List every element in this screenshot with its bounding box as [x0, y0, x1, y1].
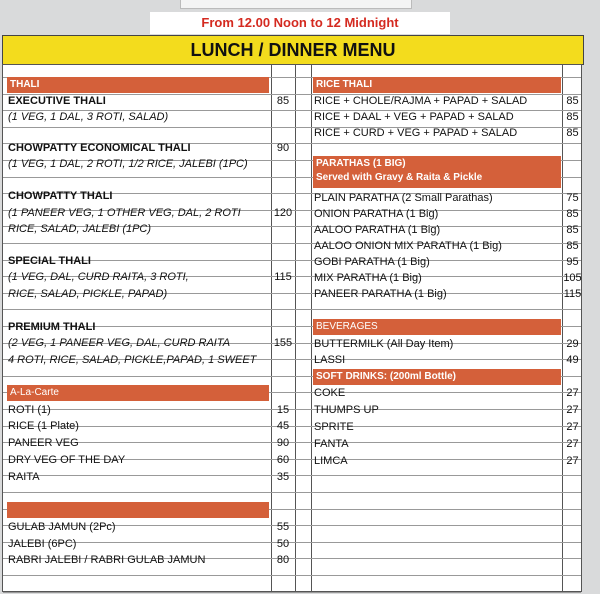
alacarte-price: 45 [276, 420, 290, 432]
paratha-price: 75 [566, 192, 579, 204]
paratha-item: AALOO PARATHA (1 Big) [314, 224, 441, 236]
sweet-item: JALEBI (6PC) [8, 538, 77, 550]
row-rule [3, 592, 581, 593]
beverage-item: LASSI [314, 354, 346, 366]
alacarte-item: DRY VEG OF THE DAY [8, 454, 126, 466]
special-thali-desc1: (1 VEG, DAL, CURD RAITA, 3 ROTI, [8, 271, 189, 283]
alacarte-price: 15 [276, 404, 290, 416]
sweet-price: 50 [276, 538, 290, 550]
soft-drink-price: 27 [566, 421, 579, 433]
beverage-item: BUTTERMILK (All Day Item) [314, 338, 454, 350]
rice-thali-header: RICE THALI [313, 77, 561, 93]
sweet-price: 80 [276, 554, 290, 566]
sweet-item: GULAB JAMUN (2Pc) [8, 521, 116, 533]
chowpatty-thali-desc2: RICE, SALAD, JALEBI (1PC) [8, 223, 152, 235]
paratha-price: 85 [566, 224, 579, 236]
paratha-item: PANEER PARATHA (1 Big) [314, 288, 447, 300]
economical-thali-desc: (1 VEG, 1 DAL, 2 ROTI, 1/2 RICE, JALEBI (1PC) [8, 158, 248, 170]
beverages-header: BEVERAGES [313, 319, 561, 335]
economical-thali-name: CHOWPATTY ECONOMICAL THALI [8, 142, 191, 154]
soft-drink-item: LIMCA [314, 455, 348, 467]
soft-drinks-header: SOFT DRINKS: (200ml Bottle) [313, 369, 561, 385]
row-rule [3, 492, 581, 493]
soft-drink-price: 27 [566, 387, 579, 399]
menu-title: LUNCH / DINNER MENU [2, 35, 584, 65]
paratha-item: PLAIN PARATHA (2 Small Parathas) [314, 192, 493, 204]
alacarte-item: PANEER VEG [8, 437, 79, 449]
rice-item: RICE + DAAL + VEG + PAPAD + SALAD [314, 111, 514, 123]
alacarte-item: RICE (1 Plate) [8, 420, 79, 432]
alacarte-price: 90 [276, 437, 290, 449]
paratha-price: 95 [566, 256, 579, 268]
soft-drink-price: 27 [566, 438, 579, 450]
sweet-item: RABRI JALEBI / RABRI GULAB JAMUN [8, 554, 206, 566]
soft-drink-price: 27 [566, 404, 579, 416]
row-rule [3, 309, 581, 310]
sweets-header [7, 502, 269, 518]
thali-header: THALI [7, 77, 269, 93]
special-thali-desc2: RICE, SALAD, PICKLE, PAPAD) [8, 288, 168, 300]
paratha-header-line2: Served with Gravy & Raita & Pickle [316, 172, 483, 183]
paratha-header-line1: PARATHAS (1 BIG) [316, 158, 406, 169]
rice-price: 85 [566, 127, 579, 139]
soft-drink-item: COKE [314, 387, 346, 399]
special-thali-price: 115 [274, 271, 292, 283]
rice-price: 85 [566, 111, 579, 123]
soft-drink-item: SPRITE [314, 421, 354, 433]
menu-table [2, 64, 582, 592]
row-rule [3, 575, 581, 576]
sweet-price: 55 [276, 521, 290, 533]
paratha-price: 115 [563, 288, 582, 300]
chowpatty-thali-name: CHOWPATTY THALI [8, 190, 113, 202]
premium-thali-desc1: (2 VEG, 1 PANEER VEG, DAL, CURD RAITA [8, 337, 231, 349]
paratha-item: GOBI PARATHA (1 Big) [314, 256, 430, 268]
premium-thali-price: 155 [273, 337, 293, 349]
executive-thali-desc: (1 VEG, 1 DAL, 3 ROTI, SALAD) [8, 111, 169, 123]
alacarte-item: ROTI (1) [8, 404, 51, 416]
rice-price: 85 [566, 95, 579, 107]
premium-thali-name: PREMIUM THALI [8, 321, 96, 333]
economical-thali-price: 90 [276, 142, 290, 154]
alacarte-price: 35 [276, 471, 290, 483]
paratha-price: 85 [566, 208, 579, 220]
chowpatty-thali-price: 120 [273, 207, 293, 219]
special-thali-name: SPECIAL THALI [8, 255, 91, 267]
paratha-header [313, 156, 561, 188]
paratha-price: 85 [566, 240, 579, 252]
premium-thali-desc2: 4 ROTI, RICE, SALAD, PICKLE,PAPAD, 1 SWEET [8, 354, 257, 366]
beverage-price: 49 [566, 354, 579, 366]
soft-drink-item: THUMPS UP [314, 404, 379, 416]
paratha-item: MIX PARATHA (1 Big) [314, 272, 422, 284]
chowpatty-thali-desc1: (1 PANEER VEG, 1 OTHER VEG, DAL, 2 ROTI [8, 207, 241, 219]
alacarte-price: 60 [276, 454, 290, 466]
hours-banner: From 12.00 Noon to 12 Midnight [150, 12, 450, 34]
soft-drink-price: 27 [566, 455, 579, 467]
paratha-item: AALOO ONION MIX PARATHA (1 Big) [314, 240, 502, 252]
alacarte-header: A-La-Carte [7, 385, 269, 401]
soft-drink-item: FANTA [314, 438, 349, 450]
beverage-price: 29 [566, 338, 579, 350]
rice-item: RICE + CHOLE/RAJMA + PAPAD + SALAD [314, 95, 528, 107]
rice-item: RICE + CURD + VEG + PAPAD + SALAD [314, 127, 518, 139]
executive-thali-price: 85 [276, 95, 290, 107]
paratha-item: ONION PARATHA (1 Big) [314, 208, 439, 220]
executive-thali-name: EXECUTIVE THALI [8, 95, 106, 107]
top-strip [180, 0, 412, 9]
paratha-price: 105 [563, 272, 582, 284]
alacarte-item: RAITA [8, 471, 40, 483]
